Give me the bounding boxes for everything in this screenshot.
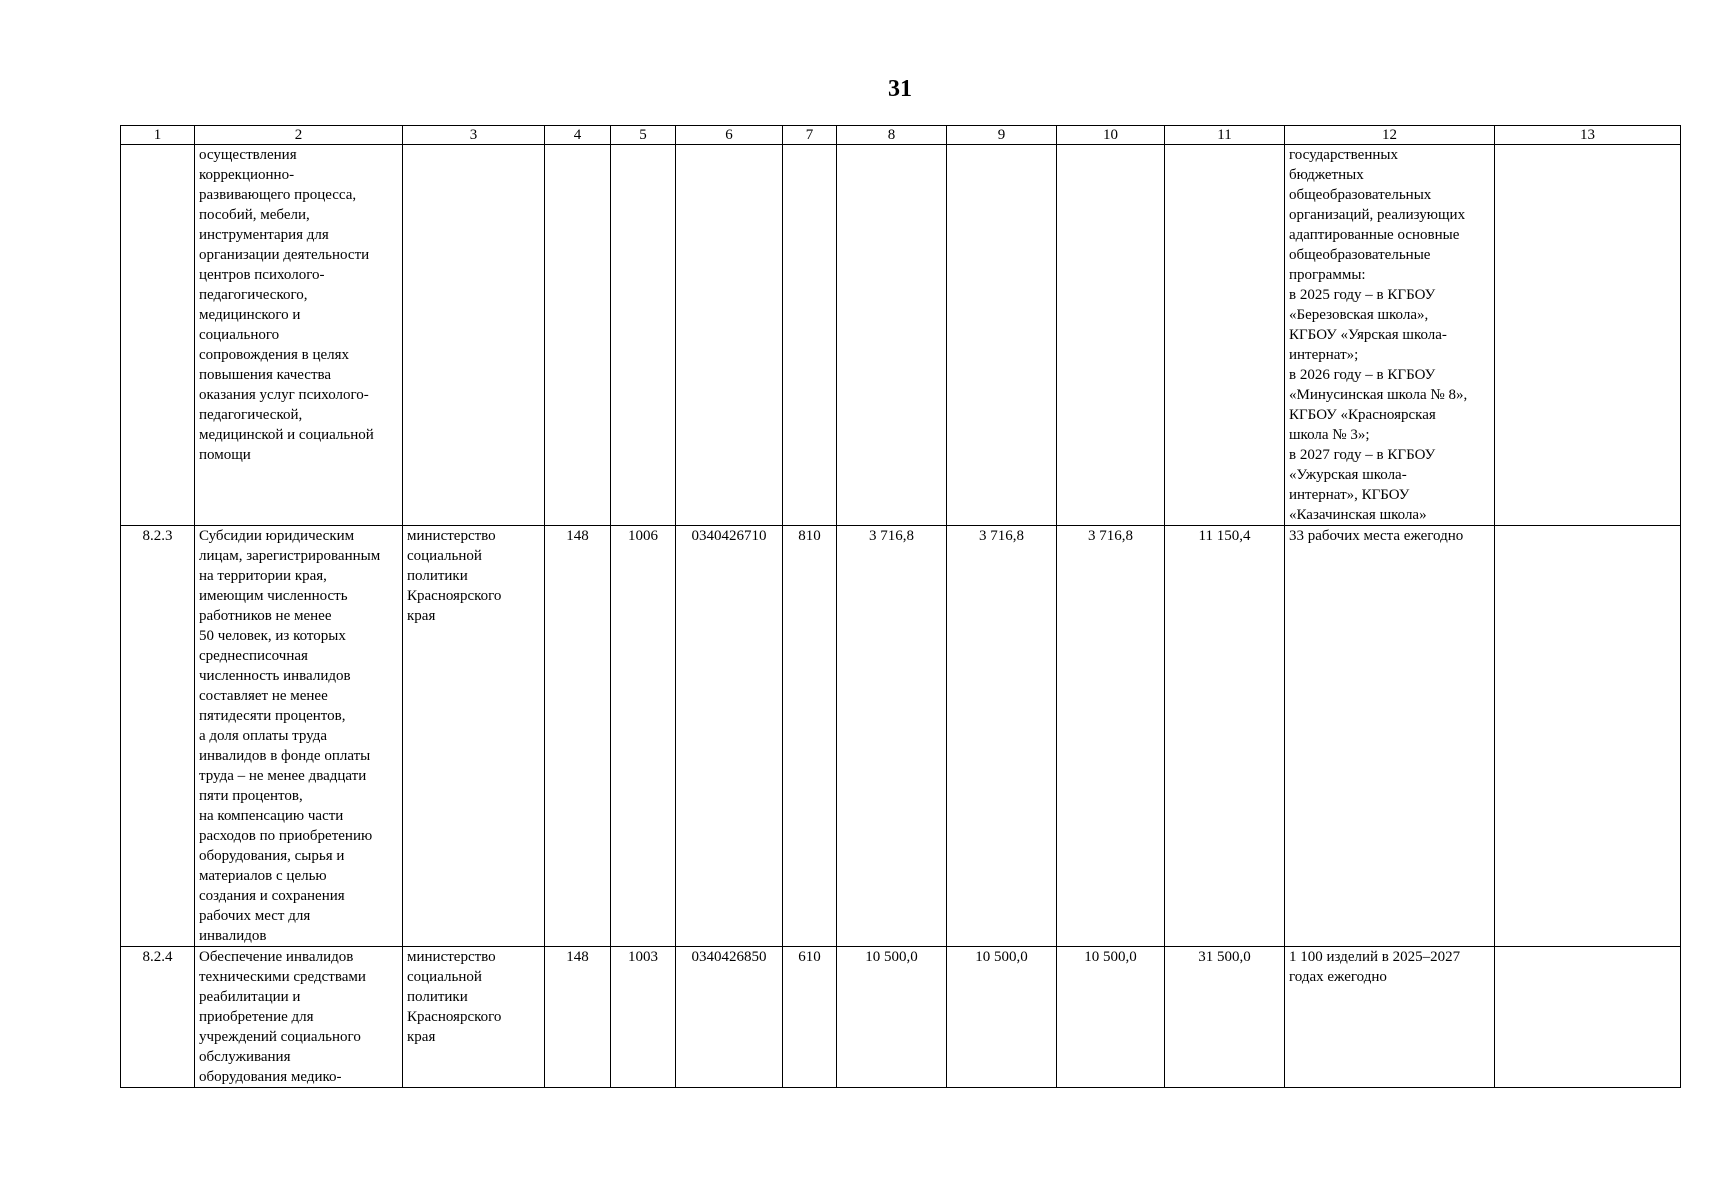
table-row [121, 526, 1681, 947]
cell-2025: 3 716,8 [837, 526, 947, 947]
program-table [120, 125, 1681, 1088]
cell-total: 11 150,4 [1165, 526, 1285, 947]
cell-grbs: 148 [545, 947, 611, 1088]
cell-rzpr [611, 145, 676, 526]
row-number: 8.2.4 [121, 947, 195, 1088]
row-number [121, 145, 195, 526]
expected-result: государственных бюджетных общеобразовательных организаций, реализующих адаптированные основные общеобразовательные программы: в 2025 году – в КГБОУ «Березовская школа», КГБОУ «Уярская школа- интернат»; в 2026 году – в КГБОУ «Минусинская школа № 8», КГБОУ «Красноярская школа № 3»; в 2027 году – в КГБОУ «Ужурская школа- интернат», КГБОУ «Казачинская школа» [1285, 145, 1495, 526]
cell-csr: 0340426710 [676, 526, 783, 947]
measure-name: Обеспечение инвалидов техническими средствами реабилитации и приобретение для учреждений социального обслуживания оборудования медико- [195, 947, 403, 1088]
executor [403, 145, 545, 526]
header-cell: 1 [121, 126, 195, 145]
header-cell: 3 [403, 126, 545, 145]
table-row [121, 145, 1681, 526]
cell-vr: 810 [783, 526, 837, 947]
row-number: 8.2.3 [121, 526, 195, 947]
expected-result: 33 рабочих места ежегодно [1285, 526, 1495, 947]
cell-13 [1495, 526, 1681, 947]
cell-total: 31 500,0 [1165, 947, 1285, 1088]
cell-2027 [1057, 145, 1165, 526]
header-cell: 9 [947, 126, 1057, 145]
header-cell: 8 [837, 126, 947, 145]
executor: министерство социальной политики Красноярского края [403, 526, 545, 947]
cell-2026: 3 716,8 [947, 526, 1057, 947]
header-cell: 10 [1057, 126, 1165, 145]
header-row [121, 126, 1681, 145]
cell-2025 [837, 145, 947, 526]
cell-csr: 0340426850 [676, 947, 783, 1088]
measure-name: осуществления коррекционно- развивающего процесса, пособий, мебели, инструментария для организации деятельности центров психолого- педагогического, медицинского и социального сопровождения в целях повышения качества оказания услуг психолого- педагогической, медицинской и социальной помощи [195, 145, 403, 526]
cell-grbs [545, 145, 611, 526]
header-cell: 5 [611, 126, 676, 145]
cell-2027: 3 716,8 [1057, 526, 1165, 947]
cell-rzpr: 1006 [611, 526, 676, 947]
cell-csr [676, 145, 783, 526]
cell-2025: 10 500,0 [837, 947, 947, 1088]
cell-vr [783, 145, 837, 526]
cell-13 [1495, 947, 1681, 1088]
header-cell: 13 [1495, 126, 1681, 145]
cell-13 [1495, 145, 1681, 526]
cell-grbs: 148 [545, 526, 611, 947]
header-cell: 12 [1285, 126, 1495, 145]
cell-total [1165, 145, 1285, 526]
executor: министерство социальной политики Красноярского края [403, 947, 545, 1088]
header-cell: 4 [545, 126, 611, 145]
page-number: 31 [888, 76, 912, 102]
header-cell: 2 [195, 126, 403, 145]
cell-vr: 610 [783, 947, 837, 1088]
header-cell: 11 [1165, 126, 1285, 145]
table-row [121, 947, 1681, 1088]
measure-name: Субсидии юридическим лицам, зарегистрированным на территории края, имеющим численность работников не менее 50 человек, из которых среднесписочная численность инвалидов составляет не менее пятидесяти процентов, а доля оплаты труда инвалидов в фонде оплаты труда – не менее двадцати пяти процентов, на компенсацию части расходов по приобретению оборудования, сырья и материалов с целью создания и сохранения рабочих мест для инвалидов [195, 526, 403, 947]
cell-rzpr: 1003 [611, 947, 676, 1088]
header-cell: 6 [676, 126, 783, 145]
cell-2026 [947, 145, 1057, 526]
expected-result: 1 100 изделий в 2025–2027 годах ежегодно [1285, 947, 1495, 1088]
header-cell: 7 [783, 126, 837, 145]
cell-2026: 10 500,0 [947, 947, 1057, 1088]
cell-2027: 10 500,0 [1057, 947, 1165, 1088]
